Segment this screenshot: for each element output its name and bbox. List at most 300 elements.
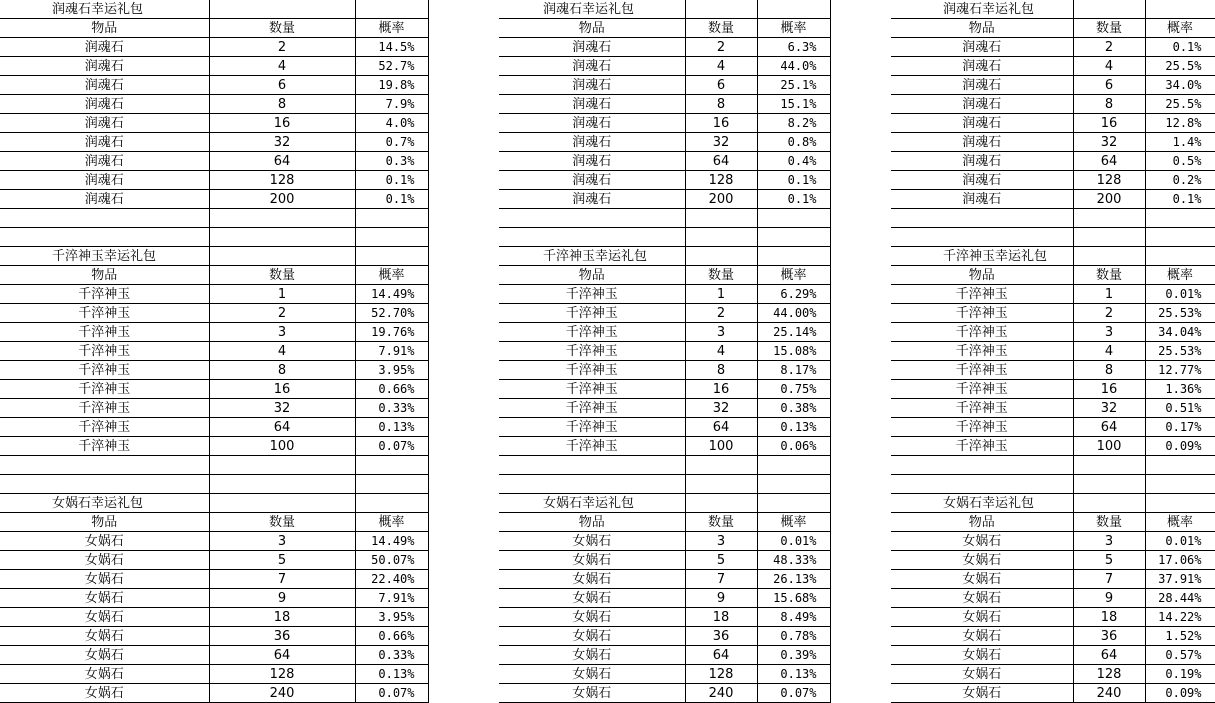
item-cell[interactable]: 润魂石 bbox=[891, 95, 1073, 114]
qty-cell[interactable]: 16 bbox=[1073, 380, 1145, 399]
item-cell[interactable]: 润魂石 bbox=[891, 190, 1073, 209]
rate-cell[interactable]: 7.91% bbox=[355, 342, 428, 361]
item-cell[interactable]: 润魂石 bbox=[499, 76, 685, 95]
qty-cell[interactable]: 64 bbox=[209, 646, 355, 665]
item-cell[interactable]: 千淬神玉 bbox=[891, 342, 1073, 361]
rate-cell[interactable]: 0.8% bbox=[757, 133, 830, 152]
qty-cell[interactable]: 2 bbox=[1073, 304, 1145, 323]
empty-cell[interactable] bbox=[757, 247, 830, 266]
rate-cell[interactable]: 0.19% bbox=[1145, 665, 1215, 684]
qty-cell[interactable]: 4 bbox=[1073, 57, 1145, 76]
item-cell[interactable]: 润魂石 bbox=[499, 171, 685, 190]
qty-cell[interactable]: 240 bbox=[685, 684, 757, 703]
empty-cell[interactable] bbox=[1073, 456, 1145, 475]
qty-cell[interactable]: 128 bbox=[685, 171, 757, 190]
item-cell[interactable]: 润魂石 bbox=[499, 95, 685, 114]
rate-cell[interactable]: 44.0% bbox=[757, 57, 830, 76]
rate-cell[interactable]: 0.1% bbox=[757, 171, 830, 190]
qty-cell[interactable]: 4 bbox=[1073, 342, 1145, 361]
header-qty[interactable]: 数量 bbox=[209, 513, 355, 532]
qty-cell[interactable]: 8 bbox=[685, 95, 757, 114]
rate-cell[interactable]: 0.13% bbox=[757, 665, 830, 684]
qty-cell[interactable]: 128 bbox=[685, 665, 757, 684]
section-title[interactable]: 润魂石幸运礼包 bbox=[499, 0, 685, 19]
qty-cell[interactable]: 32 bbox=[685, 133, 757, 152]
item-cell[interactable]: 千淬神玉 bbox=[891, 437, 1073, 456]
rate-cell[interactable]: 50.07% bbox=[355, 551, 428, 570]
empty-cell[interactable] bbox=[891, 456, 1073, 475]
item-cell[interactable]: 千淬神玉 bbox=[0, 437, 209, 456]
qty-cell[interactable]: 2 bbox=[209, 304, 355, 323]
item-cell[interactable]: 润魂石 bbox=[891, 38, 1073, 57]
item-cell[interactable]: 润魂石 bbox=[0, 114, 209, 133]
rate-cell[interactable]: 25.14% bbox=[757, 323, 830, 342]
empty-cell[interactable] bbox=[355, 209, 428, 228]
header-qty[interactable]: 数量 bbox=[685, 266, 757, 285]
empty-cell[interactable] bbox=[355, 494, 428, 513]
section-title[interactable]: 女娲石幸运礼包 bbox=[891, 494, 1073, 513]
rate-cell[interactable]: 7.9% bbox=[355, 95, 428, 114]
qty-cell[interactable]: 5 bbox=[685, 551, 757, 570]
empty-cell[interactable] bbox=[685, 494, 757, 513]
qty-cell[interactable]: 16 bbox=[1073, 114, 1145, 133]
header-item[interactable]: 物品 bbox=[891, 513, 1073, 532]
qty-cell[interactable]: 64 bbox=[685, 646, 757, 665]
header-qty[interactable]: 数量 bbox=[1073, 513, 1145, 532]
empty-cell[interactable] bbox=[209, 0, 355, 19]
section-title[interactable]: 女娲石幸运礼包 bbox=[499, 494, 685, 513]
rate-cell[interactable]: 7.91% bbox=[355, 589, 428, 608]
header-item[interactable]: 物品 bbox=[0, 513, 209, 532]
rate-cell[interactable]: 1.52% bbox=[1145, 627, 1215, 646]
empty-cell[interactable] bbox=[209, 228, 355, 247]
header-rate[interactable]: 概率 bbox=[1145, 19, 1215, 38]
item-cell[interactable]: 女娲石 bbox=[499, 608, 685, 627]
rate-cell[interactable]: 19.76% bbox=[355, 323, 428, 342]
header-item[interactable]: 物品 bbox=[0, 19, 209, 38]
rate-cell[interactable]: 0.1% bbox=[757, 190, 830, 209]
empty-cell[interactable] bbox=[209, 494, 355, 513]
rate-cell[interactable]: 14.49% bbox=[355, 285, 428, 304]
rate-cell[interactable]: 0.06% bbox=[757, 437, 830, 456]
qty-cell[interactable]: 36 bbox=[209, 627, 355, 646]
qty-cell[interactable]: 64 bbox=[1073, 646, 1145, 665]
rate-cell[interactable]: 28.44% bbox=[1145, 589, 1215, 608]
empty-cell[interactable] bbox=[1073, 228, 1145, 247]
item-cell[interactable]: 千淬神玉 bbox=[499, 361, 685, 380]
qty-cell[interactable]: 9 bbox=[209, 589, 355, 608]
qty-cell[interactable]: 16 bbox=[209, 380, 355, 399]
item-cell[interactable]: 女娲石 bbox=[891, 684, 1073, 703]
rate-cell[interactable]: 0.1% bbox=[355, 190, 428, 209]
item-cell[interactable]: 女娲石 bbox=[499, 646, 685, 665]
rate-cell[interactable]: 52.70% bbox=[355, 304, 428, 323]
item-cell[interactable]: 女娲石 bbox=[499, 665, 685, 684]
item-cell[interactable]: 润魂石 bbox=[0, 152, 209, 171]
empty-cell[interactable] bbox=[499, 228, 685, 247]
qty-cell[interactable]: 100 bbox=[685, 437, 757, 456]
rate-cell[interactable]: 8.49% bbox=[757, 608, 830, 627]
rate-cell[interactable]: 17.06% bbox=[1145, 551, 1215, 570]
rate-cell[interactable]: 0.2% bbox=[1145, 171, 1215, 190]
qty-cell[interactable]: 6 bbox=[209, 76, 355, 95]
empty-cell[interactable] bbox=[1145, 0, 1215, 19]
header-item[interactable]: 物品 bbox=[891, 19, 1073, 38]
empty-cell[interactable] bbox=[891, 209, 1073, 228]
qty-cell[interactable]: 240 bbox=[209, 684, 355, 703]
rate-cell[interactable]: 0.38% bbox=[757, 399, 830, 418]
item-cell[interactable]: 千淬神玉 bbox=[499, 418, 685, 437]
qty-cell[interactable]: 8 bbox=[685, 361, 757, 380]
rate-cell[interactable]: 0.39% bbox=[757, 646, 830, 665]
item-cell[interactable]: 润魂石 bbox=[891, 76, 1073, 95]
qty-cell[interactable]: 6 bbox=[1073, 76, 1145, 95]
empty-cell[interactable] bbox=[499, 209, 685, 228]
qty-cell[interactable]: 9 bbox=[1073, 589, 1145, 608]
item-cell[interactable]: 润魂石 bbox=[0, 171, 209, 190]
item-cell[interactable]: 女娲石 bbox=[0, 551, 209, 570]
empty-cell[interactable] bbox=[757, 456, 830, 475]
empty-cell[interactable] bbox=[1145, 456, 1215, 475]
item-cell[interactable]: 润魂石 bbox=[499, 114, 685, 133]
item-cell[interactable]: 千淬神玉 bbox=[891, 304, 1073, 323]
qty-cell[interactable]: 64 bbox=[209, 152, 355, 171]
rate-cell[interactable]: 0.07% bbox=[355, 437, 428, 456]
rate-cell[interactable]: 37.91% bbox=[1145, 570, 1215, 589]
rate-cell[interactable]: 25.5% bbox=[1145, 95, 1215, 114]
item-cell[interactable]: 女娲石 bbox=[499, 684, 685, 703]
empty-cell[interactable] bbox=[757, 0, 830, 19]
item-cell[interactable]: 女娲石 bbox=[0, 627, 209, 646]
qty-cell[interactable]: 5 bbox=[209, 551, 355, 570]
rate-cell[interactable]: 34.0% bbox=[1145, 76, 1215, 95]
empty-cell[interactable] bbox=[685, 456, 757, 475]
qty-cell[interactable]: 3 bbox=[1073, 532, 1145, 551]
empty-cell[interactable] bbox=[1145, 228, 1215, 247]
item-cell[interactable]: 润魂石 bbox=[0, 133, 209, 152]
item-cell[interactable]: 千淬神玉 bbox=[499, 304, 685, 323]
rate-cell[interactable]: 15.08% bbox=[757, 342, 830, 361]
item-cell[interactable]: 润魂石 bbox=[0, 38, 209, 57]
qty-cell[interactable]: 100 bbox=[209, 437, 355, 456]
empty-cell[interactable] bbox=[1145, 247, 1215, 266]
header-rate[interactable]: 概率 bbox=[355, 19, 428, 38]
rate-cell[interactable]: 0.75% bbox=[757, 380, 830, 399]
item-cell[interactable]: 女娲石 bbox=[891, 570, 1073, 589]
rate-cell[interactable]: 0.1% bbox=[1145, 38, 1215, 57]
rate-cell[interactable]: 0.4% bbox=[757, 152, 830, 171]
qty-cell[interactable]: 8 bbox=[209, 95, 355, 114]
item-cell[interactable]: 千淬神玉 bbox=[499, 399, 685, 418]
rate-cell[interactable]: 48.33% bbox=[757, 551, 830, 570]
item-cell[interactable]: 女娲石 bbox=[891, 646, 1073, 665]
item-cell[interactable]: 千淬神玉 bbox=[499, 323, 685, 342]
qty-cell[interactable]: 2 bbox=[685, 38, 757, 57]
rate-cell[interactable]: 3.95% bbox=[355, 361, 428, 380]
rate-cell[interactable]: 0.13% bbox=[355, 418, 428, 437]
header-item[interactable]: 物品 bbox=[0, 266, 209, 285]
item-cell[interactable]: 千淬神玉 bbox=[0, 399, 209, 418]
section-title[interactable]: 润魂石幸运礼包 bbox=[891, 0, 1073, 19]
qty-cell[interactable]: 64 bbox=[1073, 418, 1145, 437]
qty-cell[interactable]: 200 bbox=[1073, 190, 1145, 209]
empty-cell[interactable] bbox=[757, 209, 830, 228]
rate-cell[interactable]: 0.66% bbox=[355, 380, 428, 399]
rate-cell[interactable]: 0.13% bbox=[355, 665, 428, 684]
rate-cell[interactable]: 0.01% bbox=[1145, 285, 1215, 304]
item-cell[interactable]: 润魂石 bbox=[891, 57, 1073, 76]
rate-cell[interactable]: 52.7% bbox=[355, 57, 428, 76]
item-cell[interactable]: 润魂石 bbox=[891, 133, 1073, 152]
empty-cell[interactable] bbox=[1073, 475, 1145, 494]
header-qty[interactable]: 数量 bbox=[1073, 19, 1145, 38]
header-rate[interactable]: 概率 bbox=[355, 266, 428, 285]
empty-cell[interactable] bbox=[0, 228, 209, 247]
empty-cell[interactable] bbox=[757, 475, 830, 494]
qty-cell[interactable]: 128 bbox=[1073, 171, 1145, 190]
item-cell[interactable]: 千淬神玉 bbox=[891, 285, 1073, 304]
rate-cell[interactable]: 6.3% bbox=[757, 38, 830, 57]
item-cell[interactable]: 千淬神玉 bbox=[0, 304, 209, 323]
rate-cell[interactable]: 25.5% bbox=[1145, 57, 1215, 76]
empty-cell[interactable] bbox=[355, 228, 428, 247]
rate-cell[interactable]: 12.8% bbox=[1145, 114, 1215, 133]
item-cell[interactable]: 千淬神玉 bbox=[0, 323, 209, 342]
qty-cell[interactable]: 2 bbox=[209, 38, 355, 57]
section-title[interactable]: 千淬神玉幸运礼包 bbox=[891, 247, 1073, 266]
item-cell[interactable]: 女娲石 bbox=[0, 684, 209, 703]
qty-cell[interactable]: 240 bbox=[1073, 684, 1145, 703]
header-qty[interactable]: 数量 bbox=[685, 513, 757, 532]
empty-cell[interactable] bbox=[1145, 475, 1215, 494]
item-cell[interactable]: 千淬神玉 bbox=[499, 342, 685, 361]
qty-cell[interactable]: 100 bbox=[1073, 437, 1145, 456]
rate-cell[interactable]: 1.4% bbox=[1145, 133, 1215, 152]
rate-cell[interactable]: 3.95% bbox=[355, 608, 428, 627]
item-cell[interactable]: 女娲石 bbox=[499, 532, 685, 551]
empty-cell[interactable] bbox=[355, 475, 428, 494]
rate-cell[interactable]: 25.1% bbox=[757, 76, 830, 95]
item-cell[interactable]: 千淬神玉 bbox=[891, 380, 1073, 399]
empty-cell[interactable] bbox=[1073, 247, 1145, 266]
qty-cell[interactable]: 7 bbox=[209, 570, 355, 589]
empty-cell[interactable] bbox=[1145, 209, 1215, 228]
rate-cell[interactable]: 14.22% bbox=[1145, 608, 1215, 627]
item-cell[interactable]: 润魂石 bbox=[499, 38, 685, 57]
rate-cell[interactable]: 1.36% bbox=[1145, 380, 1215, 399]
header-rate[interactable]: 概率 bbox=[757, 266, 830, 285]
item-cell[interactable]: 女娲石 bbox=[891, 551, 1073, 570]
qty-cell[interactable]: 5 bbox=[1073, 551, 1145, 570]
item-cell[interactable]: 女娲石 bbox=[0, 665, 209, 684]
qty-cell[interactable]: 8 bbox=[1073, 95, 1145, 114]
qty-cell[interactable]: 32 bbox=[685, 399, 757, 418]
header-rate[interactable]: 概率 bbox=[757, 513, 830, 532]
empty-cell[interactable] bbox=[0, 456, 209, 475]
item-cell[interactable]: 润魂石 bbox=[891, 114, 1073, 133]
empty-cell[interactable] bbox=[685, 475, 757, 494]
qty-cell[interactable]: 3 bbox=[209, 532, 355, 551]
item-cell[interactable]: 千淬神玉 bbox=[0, 342, 209, 361]
qty-cell[interactable]: 1 bbox=[685, 285, 757, 304]
item-cell[interactable]: 女娲石 bbox=[891, 627, 1073, 646]
qty-cell[interactable]: 18 bbox=[685, 608, 757, 627]
qty-cell[interactable]: 64 bbox=[685, 418, 757, 437]
header-qty[interactable]: 数量 bbox=[209, 19, 355, 38]
item-cell[interactable]: 千淬神玉 bbox=[0, 380, 209, 399]
rate-cell[interactable]: 6.29% bbox=[757, 285, 830, 304]
section-title[interactable]: 千淬神玉幸运礼包 bbox=[0, 247, 209, 266]
rate-cell[interactable]: 0.01% bbox=[757, 532, 830, 551]
rate-cell[interactable]: 0.78% bbox=[757, 627, 830, 646]
empty-cell[interactable] bbox=[209, 456, 355, 475]
item-cell[interactable]: 女娲石 bbox=[891, 589, 1073, 608]
rate-cell[interactable]: 14.49% bbox=[355, 532, 428, 551]
section-title[interactable]: 女娲石幸运礼包 bbox=[0, 494, 209, 513]
rate-cell[interactable]: 0.33% bbox=[355, 646, 428, 665]
empty-cell[interactable] bbox=[0, 475, 209, 494]
rate-cell[interactable]: 44.00% bbox=[757, 304, 830, 323]
rate-cell[interactable]: 22.40% bbox=[355, 570, 428, 589]
rate-cell[interactable]: 8.2% bbox=[757, 114, 830, 133]
item-cell[interactable]: 女娲石 bbox=[499, 551, 685, 570]
qty-cell[interactable]: 3 bbox=[685, 323, 757, 342]
empty-cell[interactable] bbox=[1073, 209, 1145, 228]
item-cell[interactable]: 润魂石 bbox=[499, 152, 685, 171]
item-cell[interactable]: 千淬神玉 bbox=[891, 323, 1073, 342]
item-cell[interactable]: 女娲石 bbox=[0, 570, 209, 589]
qty-cell[interactable]: 64 bbox=[209, 418, 355, 437]
header-qty[interactable]: 数量 bbox=[685, 19, 757, 38]
rate-cell[interactable]: 25.53% bbox=[1145, 304, 1215, 323]
header-rate[interactable]: 概率 bbox=[355, 513, 428, 532]
qty-cell[interactable]: 18 bbox=[1073, 608, 1145, 627]
header-item[interactable]: 物品 bbox=[499, 266, 685, 285]
item-cell[interactable]: 女娲石 bbox=[499, 589, 685, 608]
rate-cell[interactable]: 0.51% bbox=[1145, 399, 1215, 418]
rate-cell[interactable]: 0.5% bbox=[1145, 152, 1215, 171]
rate-cell[interactable]: 0.01% bbox=[1145, 532, 1215, 551]
item-cell[interactable]: 润魂石 bbox=[0, 57, 209, 76]
rate-cell[interactable]: 34.04% bbox=[1145, 323, 1215, 342]
qty-cell[interactable]: 128 bbox=[1073, 665, 1145, 684]
qty-cell[interactable]: 4 bbox=[685, 57, 757, 76]
item-cell[interactable]: 千淬神玉 bbox=[0, 285, 209, 304]
item-cell[interactable]: 女娲石 bbox=[0, 589, 209, 608]
item-cell[interactable]: 千淬神玉 bbox=[499, 380, 685, 399]
qty-cell[interactable]: 18 bbox=[209, 608, 355, 627]
qty-cell[interactable]: 16 bbox=[209, 114, 355, 133]
header-rate[interactable]: 概率 bbox=[1145, 266, 1215, 285]
header-item[interactable]: 物品 bbox=[891, 266, 1073, 285]
qty-cell[interactable]: 32 bbox=[209, 399, 355, 418]
qty-cell[interactable]: 1 bbox=[209, 285, 355, 304]
rate-cell[interactable]: 0.09% bbox=[1145, 684, 1215, 703]
item-cell[interactable]: 润魂石 bbox=[0, 76, 209, 95]
item-cell[interactable]: 女娲石 bbox=[891, 608, 1073, 627]
empty-cell[interactable] bbox=[355, 247, 428, 266]
qty-cell[interactable]: 64 bbox=[1073, 152, 1145, 171]
header-rate[interactable]: 概率 bbox=[757, 19, 830, 38]
qty-cell[interactable]: 128 bbox=[209, 665, 355, 684]
header-item[interactable]: 物品 bbox=[499, 513, 685, 532]
empty-cell[interactable] bbox=[1145, 494, 1215, 513]
empty-cell[interactable] bbox=[757, 228, 830, 247]
qty-cell[interactable]: 2 bbox=[685, 304, 757, 323]
item-cell[interactable]: 润魂石 bbox=[499, 133, 685, 152]
empty-cell[interactable] bbox=[685, 228, 757, 247]
rate-cell[interactable]: 0.09% bbox=[1145, 437, 1215, 456]
qty-cell[interactable]: 2 bbox=[1073, 38, 1145, 57]
qty-cell[interactable]: 32 bbox=[1073, 399, 1145, 418]
item-cell[interactable]: 女娲石 bbox=[0, 532, 209, 551]
qty-cell[interactable]: 8 bbox=[1073, 361, 1145, 380]
qty-cell[interactable]: 36 bbox=[1073, 627, 1145, 646]
empty-cell[interactable] bbox=[891, 228, 1073, 247]
qty-cell[interactable]: 6 bbox=[685, 76, 757, 95]
empty-cell[interactable] bbox=[757, 494, 830, 513]
rate-cell[interactable]: 14.5% bbox=[355, 38, 428, 57]
rate-cell[interactable]: 4.0% bbox=[355, 114, 428, 133]
empty-cell[interactable] bbox=[0, 209, 209, 228]
section-title[interactable]: 千淬神玉幸运礼包 bbox=[499, 247, 685, 266]
qty-cell[interactable]: 1 bbox=[1073, 285, 1145, 304]
empty-cell[interactable] bbox=[209, 247, 355, 266]
qty-cell[interactable]: 128 bbox=[209, 171, 355, 190]
section-title[interactable]: 润魂石幸运礼包 bbox=[0, 0, 209, 19]
qty-cell[interactable]: 4 bbox=[685, 342, 757, 361]
item-cell[interactable]: 女娲石 bbox=[499, 627, 685, 646]
item-cell[interactable]: 千淬神玉 bbox=[0, 418, 209, 437]
qty-cell[interactable]: 7 bbox=[685, 570, 757, 589]
item-cell[interactable]: 润魂石 bbox=[499, 190, 685, 209]
rate-cell[interactable]: 8.17% bbox=[757, 361, 830, 380]
empty-cell[interactable] bbox=[355, 0, 428, 19]
empty-cell[interactable] bbox=[499, 475, 685, 494]
item-cell[interactable]: 女娲石 bbox=[891, 532, 1073, 551]
rate-cell[interactable]: 0.33% bbox=[355, 399, 428, 418]
header-qty[interactable]: 数量 bbox=[1073, 266, 1145, 285]
empty-cell[interactable] bbox=[685, 209, 757, 228]
rate-cell[interactable]: 0.13% bbox=[757, 418, 830, 437]
rate-cell[interactable]: 0.1% bbox=[1145, 190, 1215, 209]
rate-cell[interactable]: 0.07% bbox=[757, 684, 830, 703]
rate-cell[interactable]: 15.68% bbox=[757, 589, 830, 608]
item-cell[interactable]: 润魂石 bbox=[891, 152, 1073, 171]
rate-cell[interactable]: 0.1% bbox=[355, 171, 428, 190]
rate-cell[interactable]: 0.57% bbox=[1145, 646, 1215, 665]
item-cell[interactable]: 女娲石 bbox=[0, 608, 209, 627]
rate-cell[interactable]: 0.17% bbox=[1145, 418, 1215, 437]
qty-cell[interactable]: 3 bbox=[685, 532, 757, 551]
qty-cell[interactable]: 3 bbox=[209, 323, 355, 342]
item-cell[interactable]: 女娲石 bbox=[891, 665, 1073, 684]
rate-cell[interactable]: 0.07% bbox=[355, 684, 428, 703]
rate-cell[interactable]: 25.53% bbox=[1145, 342, 1215, 361]
header-qty[interactable]: 数量 bbox=[209, 266, 355, 285]
empty-cell[interactable] bbox=[209, 475, 355, 494]
qty-cell[interactable]: 32 bbox=[1073, 133, 1145, 152]
item-cell[interactable]: 润魂石 bbox=[891, 171, 1073, 190]
qty-cell[interactable]: 4 bbox=[209, 342, 355, 361]
qty-cell[interactable]: 4 bbox=[209, 57, 355, 76]
rate-cell[interactable]: 15.1% bbox=[757, 95, 830, 114]
item-cell[interactable]: 千淬神玉 bbox=[499, 285, 685, 304]
header-item[interactable]: 物品 bbox=[499, 19, 685, 38]
empty-cell[interactable] bbox=[1073, 0, 1145, 19]
qty-cell[interactable]: 16 bbox=[685, 114, 757, 133]
rate-cell[interactable]: 0.3% bbox=[355, 152, 428, 171]
